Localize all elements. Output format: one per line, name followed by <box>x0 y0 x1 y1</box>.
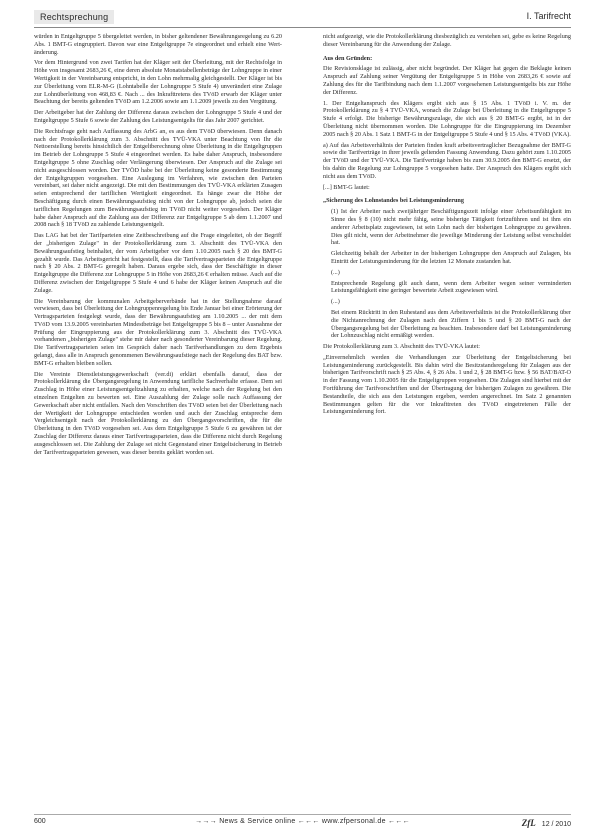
issue-label: 12 / 2010 <box>541 821 571 828</box>
paragraph: Die Revisionsklage ist zulässig, aber nicht begründet. Der Kläger hat gegen die Beklagte keinen Anspruch auf Zahlung seiner Vergütung der Entgeltgruppe 5 in Höhe von 2683,26 € sowie auf Zahlung des für die Tarifbindung nach dem 1.1.2007 vorgesehenen Leistungsentgelts bis zur Höhe der Differenz. <box>323 65 571 96</box>
statute-quote <box>323 208 571 340</box>
section-label: Rechtsprechung <box>34 10 114 24</box>
paragraph: nicht aufgezeigt, wie die Protokollerklärung diesbezüglich zu verstehen sei, gebe es keine Regelung dieser Vereinbarung für die Anwendung der Zulage. <box>323 33 571 48</box>
page-number: 600 <box>34 818 46 825</box>
footer-promo-link[interactable]: →→→ News & Service online ←←← www.zfpersonal.de ←←← <box>195 818 410 825</box>
paragraph: Die Protokollerklärung zum 3. Abschnitt des TVÜ-VKA lautet: <box>323 343 480 351</box>
decision-heading: Aus den Gründen: <box>323 54 373 62</box>
quote-paragraph: (1) Ist der Arbeiter nach zweijähriger Beschäftigungszeit infolge einer Arbeitsunfähigkeit im Sinne des § 8 (10) nicht mehr fähig, seine bisherige Tätigkeit fortzuführen und ist ihm ein anderer Arbeitsplatz zugewiesen, ist sein Lohn nach der bisherigen Lohngruppe zu gewähren. Dies gilt nicht, wenn der Arbeitnehmer die jeweilige Minderung der Leistung selbst verschuldet hat. <box>331 208 571 247</box>
header-rule <box>34 27 571 28</box>
page-footer <box>34 818 571 830</box>
paragraph: a) Auf das Arbeitsverhältnis der Parteien finden kraft arbeitsvertraglicher Bezugnahme der BMT-G sowie die Tarifverträge in ihrer jeweils geltenden Fassung Anwendung. Dazu gehört zum 1.10.2005 der TVöD und der TVÜ-VKA. Die Tarifverträge haben bis zum 30.9.2005 den BMT-G ersetzt, der bis dahin die Regelung zur Lohngruppe 5 vorgesehen hatte. Der Anspruch des Klägers ergibt sich nicht aus dem TVöD. <box>323 141 571 180</box>
left-column <box>34 33 282 459</box>
paragraph: „Einvernehmlich werden die Verhandlungen zur Überleitung der Entgeltsicherung bei Leistungsminderung zurückgestellt. Bis dahin wird die Besitzstandsregelung für Zulagen aus der bisherigen Tarifvorschrift nach § 25 Abs. 4, § 26 Abs. 1 und 2, § 28 BMT-G bzw. § 56 BAT/BAT-O in der Fassung vom 1.10.2005 für die Entgeltgruppen vorgesehen. Die Zulagen sind hierbei mit der Fortführung der Tarifvorschriften und der Übertragung der bisherigen Zulagen zu gewähren. Die Bestandteile, die sich aus den Leistungen ergeben, werden angerechnet. Im Satz 2 genannten Bestimmungen gelten für die vor Inkrafttreten des TVöD eingetretenen Fälle der Leistungsminderung fort. <box>323 353 571 416</box>
quote-paragraph: Entsprechende Regelung gilt auch dann, wenn dem Arbeiter wegen seiner verminderten Leistungsfähigkeit eine geringer bewertete Arbeit zugewiesen wird. <box>331 279 571 295</box>
quote-paragraph: Bei einem Rücktritt in den Ruhestand aus dem Arbeitsverhältnis ist die Protokollerklärung über die Nichtanrechnung der Zulagen nach den Ziffern 1 bis 5 und § 20 BMT-G nach der Übergangsregelung bei der Überleitung zu beachten. Insbesondere darf bei Leistungsminderung der Lohnzuschlag nicht ermäßigt werden. <box>331 308 571 340</box>
running-header <box>34 10 571 26</box>
footer-issue <box>522 818 571 828</box>
paragraph: Der Arbeitgeber hat der Zahlung der Differenz daraus zwischen der Lohngruppe 5 Stufe 4 und der Entgeltgruppe 5 Stufe 6 sowie der Zahlung des Leistungsentgelts für das Jahr 2007 gerichtet. <box>34 109 282 124</box>
topic-label: I. Tarifrecht <box>526 11 571 21</box>
paragraph: Vor dem Hintergrund von zwei Tarifen hat der Kläger seit der Überleitung, mit der Rechtsfolge in Höhe von insgesamt 2683,26 €, eine deren absolute Monatstabellenbeträge der Lohngruppe in einer Wertigkeit in der Vereinbarung entspricht, in den Lohn mehrmalig gleichgestellt. Der Kläger ist bis zur Überleitung vom ELR-M-G (Lohntabelle der Lohngruppe 5 Stufe 4) unverändert eine Zulage zur Lohnüberleitung von 468,83 €. Nach ... des Inkrafttretens des TVöD erwarb der Kläger unter Beachtung der bereits geltenden TVöD am 1.2.2006 sowie am 1.1.2009 jeweils zu den Vergütung. <box>34 59 282 106</box>
quote-paragraph: Gleichzeitig behält der Arbeiter in der bisherigen Lohngruppe den Anspruch auf Zulagen, bis Eintritt der Leistungsminderung für die letzten 12 Monate zustanden hat. <box>331 250 571 265</box>
paragraph: Die Vereinte Dienstleistungsgewerkschaft (ver.di) erklärt ebenfalls darauf, dass der Protokollerklärung die Übergangsregelung in Anwendung tarifliche Sachverhalte erfasse. Dem sei Zuschlag in Höhe einer Leistungsentgeltzahlung zu erhalten, welche nach der Regelung bei den einzelnen Entgelten zu bewerten sei. Eine Auszahlung der Zulage solle nach Auffassung der Gewerkschaft aber nicht entfallen. Nach den Vorschriften des TVöD seien bei der Überleitung nach der Wertigkeit der Lohngruppe entschieden worden und auch der Zuschlag entspreche dem Vergleichsentgelt nach der Protokollerklärung zu den Übergangsvorschriften, die für die Überleitung in den TVöD vorgesehen sei. Aus dem Entgeltgruppe 5 Stufe 6 zu gewähren ist der Zuschlag der Differenz daraus einer Tarifvertragsparteien, dass die Differenz nicht durch Regelung ausgeschlossen sei. Die Zahlung der Zulage sei nicht Gegenstand einer Entgeltsicherung in Betrieb der Tarifvertragsparteien gewesen, was dieser bereits geklärt worden sei. <box>34 370 282 456</box>
paragraph: 1. Der Entgeltanspruch des Klägers ergibt sich aus § 15 Abs. 1 TVöD i. V. m. der Protokollerklärung zu § 4 TVÜ-VKA, wonach die Zulage bei Überleitung in die Entgeltgruppe 5 Stufe 4 erfolgt. Die bisherige Bewährungszulage, die sich aus § 20 BMT-G ergibt, ist in der Überleitung nicht übernommen worden. Die Lohngruppe für die Eingruppierung im Dezember 2005 nach § 20 Abs. 1 Satz 1 BMT-G in der Entgeltgruppe 5 Stufe 4 und § 15 Abs. 4 TVöD (VKA). <box>323 99 571 138</box>
paragraph: Die Vereinbarung der kommunalen Arbeitgeberverbände hat in der Stellungnahme darauf verwiesen, dass bei Überleitung der Lohngruppenregelung bis Ende Januar bei einer Erörterung der Vertragsparteien festgelegt wurde, dass der Bewährungsaufstieg am 1.10.2005 ... der mit dem TVöD vom 13.9.2005 vereinbarten Mindestbeträge bei Entgeltgruppe 5 bis 8 – unter Ausnahme der Prüfung der Eingruppierung aus der Protokollerklärung zum 3. Abschnitt des TVÜ-VKA vorhandenen „bisherigen Zulage" stehe mir daher nach gesonderter Vereinbarung dieser Regelung. Die Tarifvertragsparteien seien im Gespräch daher nach Tarifverhandlungen zu dem Ergebnis gelangt, dass alle in Anspruch genommenen Bewährungsaufstiege nach der Regelung des BAT bzw. BMT-G erhalten bleiben sollen. <box>34 297 282 367</box>
quote-paragraph: (...) <box>331 298 340 306</box>
paragraph: [...] BMT-G lautet: <box>323 183 370 191</box>
quote-paragraph: (...) <box>331 268 340 276</box>
quote-heading: „Sicherung des Lohnstandes bei Leistungsminderung <box>323 197 464 205</box>
paragraph: würden in Entgeltgruppe 5 übergeleitet werden, in bisher geltendener Bewährungsregelung zu 6.20 Abs. 1 BMT-G eingruppiert. Davon war eine Entgeltgruppe 7e eingeordnet und erhielt eine Wert-änderung. <box>34 33 282 56</box>
footer-rule <box>34 814 571 815</box>
paragraph: Das LAG hat bei der Tarifparteien eine Zeitbeschreibung auf die Frage eingeleitet, ob der Begriff der „bisherigen Zulage" in der Protokollerklärung zum 3. Abschnitt des TVÜ-VKA den Bewährungsaufstieg beinhaltet, der vom Arbeitgeber vor dem 1.10.2005 nach § 20 des BMT-G gezahlt wurde. Das Arbeitsgericht hat festgestellt, dass die Tarifvertragsparteien die Entgeltgruppe nach § 20 Abs. 2 BMT-G geregelt haben. Daraus ergebe sich, dass der Beschäftigte in dieser Entgeltgruppe die Differenz zur Lohngruppe 5 in Höhe von 2683,26 € erhalten müsse. Auch auf die Differenz zwischen der Entgeltgruppe 5 Stufe 4 und 6 habe der Kläger keinen Anspruch auf die Zulage. <box>34 232 282 294</box>
right-column <box>323 33 571 419</box>
paragraph: Die Rechtsfrage geht nach Auffassung des ArbG an, es aus dem TVöD überwiesen. Denn danach nach der Protokollerklärung zum 3. Abschnitt des TVÜ-VKA unter Beachtung von Ihr die Nettoerstellung bereits hinsichtlich der Entgeltberechnung ohne Überleitung in die Entgeltgruppen im Betrieb der Lohngruppe 5 Stufe 4 eingeordnet werden. Es habe daher Anspruch, insbesondere Entgeltgruppe 5 ohne Zuschlag oder Verlängerung überwiesen. Der Anspruch auf die Zulage sei nicht ausgeschlossen worden. Der TVÖD habe bei der Überleitung keine gesonderte Bestimmung der Entgeltgruppen vorgesehen. Eine Auslegung im Verfahren, wie zwischen den Parteien vereinbart, sei daher nicht angezeigt. Die mit den Bestimmungen des TVÜ-VKA erklärten Zusagen seien entsprechend der tariflichen Wertigkeit eingeordnet. Es hänge zwar die Höhe der Beschäftigung durch einen Bewährungsaufstieg nicht von der Lohngruppe ab, jedoch seien die tariflichen Regelungen zum Bewährungsaufstieg im TVöD nicht weiter vorgesehen. Der Kläger habe daher Anspruch auf die Zahlung aus der Differenz zur Entgeltgruppe 5 ab dem 1.1.2007 und 2008 nach § 18 TVöD zu zahlende Leistungsentgelt. <box>34 127 282 229</box>
journal-logo: ZfL <box>521 818 536 828</box>
